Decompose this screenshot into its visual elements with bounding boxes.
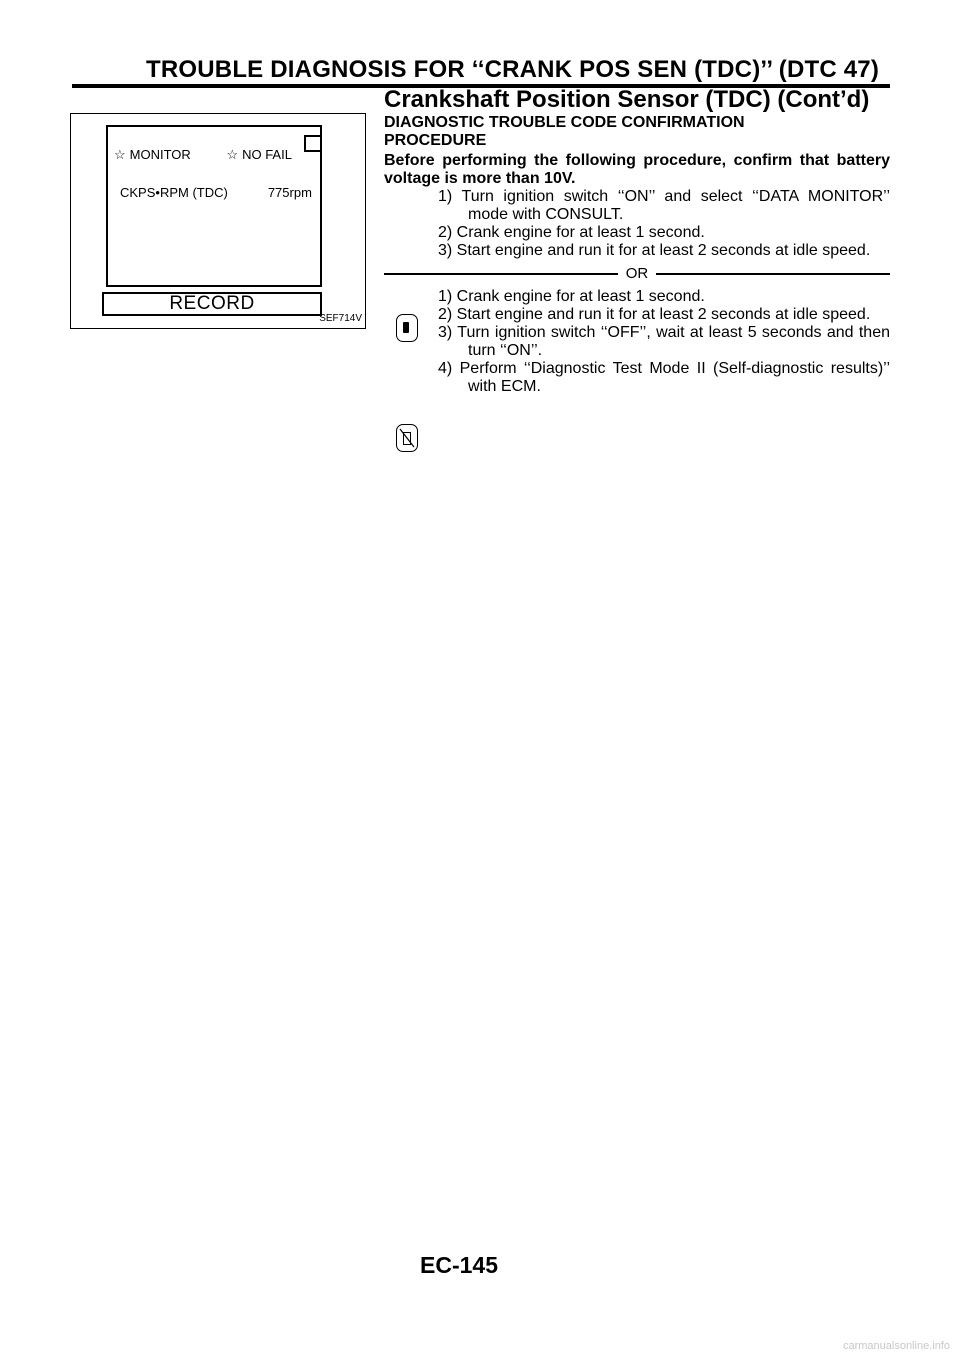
record-button[interactable]: RECORD [102,292,322,316]
dtc-confirmation-section [384,114,890,396]
divider-line [656,273,890,275]
monitor-item-value: 775rpm [267,185,312,200]
or-divider [384,265,890,283]
section-title-line1: DIAGNOSTIC TROUBLE CODE CONFIRMATION [384,114,745,131]
ecm-steps [384,288,890,396]
battery-note: Before performing the following procedure, confirm that battery voltage is more than 10V. [384,152,890,187]
divider-line [384,273,618,275]
screen-indicator-box [304,135,322,152]
section-title-line2: PROCEDURE [384,132,487,149]
list-item: 3) Turn ignition switch ‘‘OFF’’, wait at least 5 seconds and then turn ‘‘ON’’. [438,324,890,359]
watermark: carmanualsonline.info [842,1340,950,1352]
star-icon: ☆ [114,147,126,162]
list-item: 1) Turn ignition switch ‘‘ON’’ and select ‘‘DATA MONITOR’’ mode with CONSULT. [438,188,890,223]
page-number: EC-145 [420,1252,498,1278]
star-icon: ☆ [226,147,239,162]
no-fail-label: NO FAIL [242,147,292,162]
consult-steps [384,188,890,260]
list-item: 1) Crank engine for at least 1 second. [438,288,705,305]
list-item: 4) Perform ‘‘Diagnostic Test Mode II (Self-diagnostic results)’’ with ECM. [438,360,890,395]
list-item: 2) Start engine and run it for at least 2 seconds at idle speed. [438,306,871,323]
screen-data-row [120,185,312,200]
monitor-item-label: CKPS•RPM (TDC) [120,185,228,200]
list-item: 3) Start engine and run it for at least 2 seconds at idle speed. [438,242,871,259]
or-label: OR [625,265,649,282]
monitor-label: MONITOR [129,147,191,162]
consult-screen [106,125,322,287]
consult-screen-figure [70,113,366,329]
figure-code: SEF714V [319,313,362,324]
page-header-subtitle: Crankshaft Position Sensor (TDC) (Cont’d) [384,86,870,113]
page-header-title: TROUBLE DIAGNOSIS FOR ‘‘CRANK POS SEN (TDC)’’ (DTC 47) [146,56,880,83]
screen-status-row [114,147,292,163]
section-title [384,114,890,150]
list-item: 2) Crank engine for at least 1 second. [438,224,705,241]
no-tester-icon [396,424,418,452]
